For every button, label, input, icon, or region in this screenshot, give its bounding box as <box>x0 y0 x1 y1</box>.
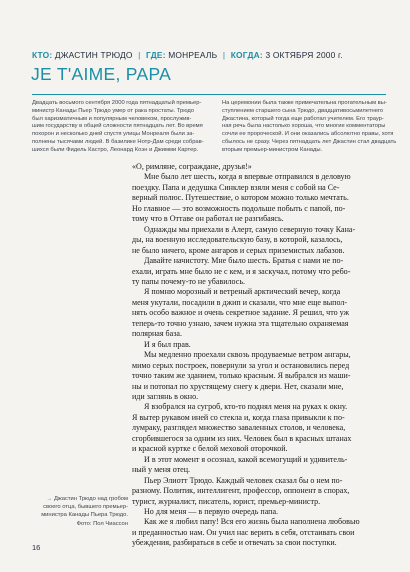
body-line: Я взобрался на сугроб, кто-то поднял меня на руках к окну. <box>144 402 348 412</box>
body-line: ный у меня отец. <box>132 465 191 475</box>
body-line: лумраку, разглядел множество заваленных столов, и человека, <box>132 423 346 433</box>
lead-line: ступлением старшего сына Трюдо, двадцативосьмилетнего <box>222 107 384 114</box>
body-line: ехали, играть мне было не с кем, и я заскучал, потому что ребо- <box>132 266 351 276</box>
body-line: Пьер Элиотт Трюдо. Каждый человек сказал бы о нем по- <box>144 475 343 485</box>
lead-line: шим государству в общей сложности пятнадцать лет. Во время <box>32 123 203 130</box>
body-line: и преданностью нам. Он учил нас верить в себя, отстаивать свои <box>132 527 355 537</box>
where-value: МОНРЕАЛЬ <box>168 50 218 60</box>
lead-line: полнены тысячами людей. В базилике Нотр-Дам среди собрав- <box>32 138 204 145</box>
body-line: точно таким же зданием, только красным. Я выбрался из маши- <box>132 371 351 381</box>
arrow-right-icon: → <box>46 496 53 502</box>
page-number: 16 <box>32 543 41 552</box>
where-label: ГДЕ: <box>146 50 166 60</box>
body-line: «О, римляне, сограждане, друзья!» <box>132 162 252 171</box>
body-line: Давайте начистоту. Мне было шесть. Братья с нами не по- <box>144 256 344 266</box>
body-line: не было ничего, кроме ангаров и серых приземистых лабазов. <box>132 245 345 255</box>
body-line: поездку. Папа и дедушка Синклер взяли меня с собой на Се- <box>132 182 340 192</box>
caption-line <box>32 495 128 503</box>
caption-line: своего отца, бывшего премьер- <box>43 504 128 511</box>
article-meta <box>32 50 392 60</box>
lead-line: шихся были Фидель Кастро, Леонард Коэн и Джимми Картер. <box>32 146 199 153</box>
lead-paragraph-left <box>32 100 210 155</box>
who-value: ДЖАСТИН ТРЮДО <box>54 50 133 60</box>
caption-credit: Фото: Пол Чиассон <box>76 520 128 527</box>
lead-line: был харизматичным и популярным человеком, прослужив- <box>32 115 192 122</box>
body-line: верный полюс. Путешествие, о котором можно только мечтать. <box>132 193 349 203</box>
body-line: сгорбившегося за одним из них. Человек был в красных штанах <box>132 433 352 443</box>
body-line: полярная база. <box>132 329 182 339</box>
body-line: меня укутали, посадили в джип и сказали, что мне еще выпол- <box>132 297 348 307</box>
who-label: КТО: <box>32 50 53 60</box>
body-line: и красной куртке с белой меховой оторочкой. <box>132 444 288 454</box>
lead-line: сочли ее пророческой. И они оказались абсолютно правы, хотя <box>222 131 394 138</box>
meta-separator: | <box>222 50 226 60</box>
lead-line: сбылось не сразу. Через пятнадцать лет Джастин стал двадцать <box>222 138 397 145</box>
body-line: убеждения, разбираться в себе и отвечать за свои поступки. <box>132 538 337 548</box>
article-title: JE T'AIME, PAPA <box>31 64 172 84</box>
body-line: ту папы почему-то не убавилось. <box>132 276 245 286</box>
lead-line: похорон и несколько дней спустя улицы Монреаля были за- <box>32 131 195 138</box>
lead-line: ная речь была настолько хороша, что многие комментаторы <box>222 123 386 130</box>
body-line: Я помню морозный и ветреный арктический вечер, когда <box>144 287 341 297</box>
lead-line: вторым премьер-министром Канады. <box>222 146 323 153</box>
body-line: Однажды мы приехали в Алерт, самую северную точку Кана- <box>144 224 356 234</box>
body-line: Но главное — это возможность подольше побыть с папой, по- <box>132 203 346 213</box>
caption-text: Джастин Трюдо над гробом <box>53 496 128 502</box>
meta-separator: | <box>138 50 141 60</box>
body-line: нять особо важное и очень секретное задание. Я решил, что уж <box>132 308 350 318</box>
caption-line: министра Канады Пьера Трюдо. <box>41 512 128 519</box>
body-line: иди заглянь в окно. <box>132 391 199 401</box>
body-line: И в этот момент я осознал, какой всемогущий и удивитель- <box>144 454 348 464</box>
body-line: турист, журналист, писатель, юрист, премьер-министр. <box>132 496 321 506</box>
body-line: Но для меня — в первую очередь папа. <box>144 506 279 516</box>
body-line: Мне было лет шесть, когда я впервые отправился в деловую <box>144 172 351 182</box>
body-line: теперь-то точно узнаю, зачем нужна эта тщательно охраняемая <box>132 318 349 328</box>
lead-line: Джастина, который тогда еще работал учителем. Его траур- <box>222 115 384 122</box>
title-divider <box>32 94 386 95</box>
body-line: разному. Политик, интеллигент, профессор, оппонент в спорах, <box>132 486 350 496</box>
body-line: ды, на военную исследовательскую базу, в которой, казалось, <box>132 235 343 245</box>
lead-paragraph-right <box>222 100 397 155</box>
lead-line: Двадцать восьмого сентября 2000 года пятнадцатый премьер- <box>32 100 202 106</box>
when-value: 3 ОКТЯБРЯ 2000 г. <box>265 50 343 60</box>
when-label: КОГДА: <box>230 50 263 60</box>
body-line: тому что в Оттаве он работал не разгибаясь. <box>132 214 284 224</box>
body-line: Я вытер рукавом иней со стекла и, когда глаза привыкли к по- <box>132 412 345 422</box>
body-line: ны и потопал по хрустящему снегу к двери. Нет, сказали мне, <box>132 381 344 391</box>
body-line: И я был прав. <box>144 339 191 349</box>
lead-line: На церемонии была также примечательна прогательным вы- <box>222 100 387 106</box>
photo-caption <box>32 495 128 528</box>
body-line: мимо серых построек, повернули за угол и остановились перед <box>132 360 350 370</box>
lead-line: министр Канады Пьер Трюдо умер от рака простаты. Трюдо <box>32 107 195 114</box>
body-line: Мы медленно проехали сквозь продуваемые ветром ангары, <box>144 350 351 360</box>
body-line: Как же я любил папу! Вся его жизнь была наполнена любовью <box>144 517 360 527</box>
speech-text <box>132 162 390 549</box>
